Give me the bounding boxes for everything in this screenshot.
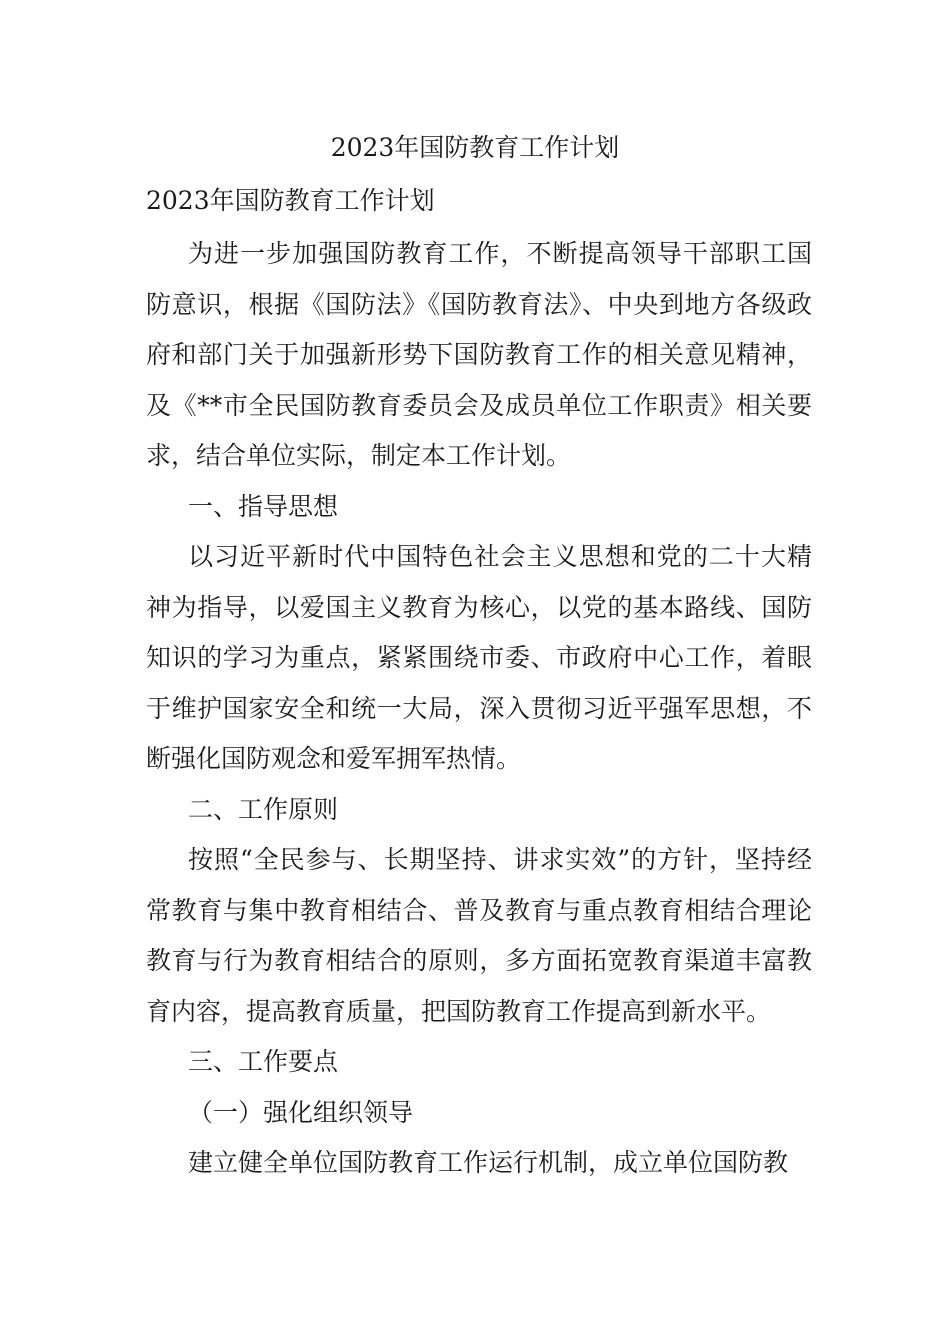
intro-paragraph: 为进一步加强国防教育工作，不断提高领导干部职工国防意识，根据《国防法》《国防教育法》、中央到地方各级政府和部门关于加强新形势下国防教育工作的相关意见精神，及《**市全民国防教育委员会及成员单位工作职责》相关要求，结合单位实际，制定本工作计划。 <box>146 239 812 470</box>
section-heading-work-principles: 二、工作原则 <box>188 794 339 824</box>
document-title: 2023年国防教育工作计划 <box>330 133 620 162</box>
document-subtitle: 2023年国防教育工作计划 <box>146 186 435 215</box>
guiding-thought-paragraph: 以习近平新时代中国特色社会主义思想和党的二十大精神为指导，以爱国主义教育为核心，以党的基本路线、国防知识的学习为重点，紧紧围绕市委、市政府中心工作，着眼于维护国家安全和统一大局，深入贯彻习近平强军思想，不断强化国防观念和爱军拥军热情。 <box>146 542 812 773</box>
organization-paragraph: 建立健全单位国防教育工作运行机制，成立单位国防教 <box>188 1148 789 1177</box>
subsection-heading-organization: （一）强化组织领导 <box>188 1097 414 1127</box>
work-principles-paragraph: 按照“全民参与、长期坚持、讲求实效”的方针，坚持经常教育与集中教育相结合、普及教育与重点教育相结合理论教育与行为教育相结合的原则，多方面拓宽教育渠道丰富教育内容，提高教育质量，把国防教育工作提高到新水平。 <box>146 845 812 1026</box>
section-heading-guiding-thought: 一、指导思想 <box>188 491 339 521</box>
section-heading-work-points: 三、工作要点 <box>188 1047 339 1076</box>
document-body <box>146 229 812 1189</box>
